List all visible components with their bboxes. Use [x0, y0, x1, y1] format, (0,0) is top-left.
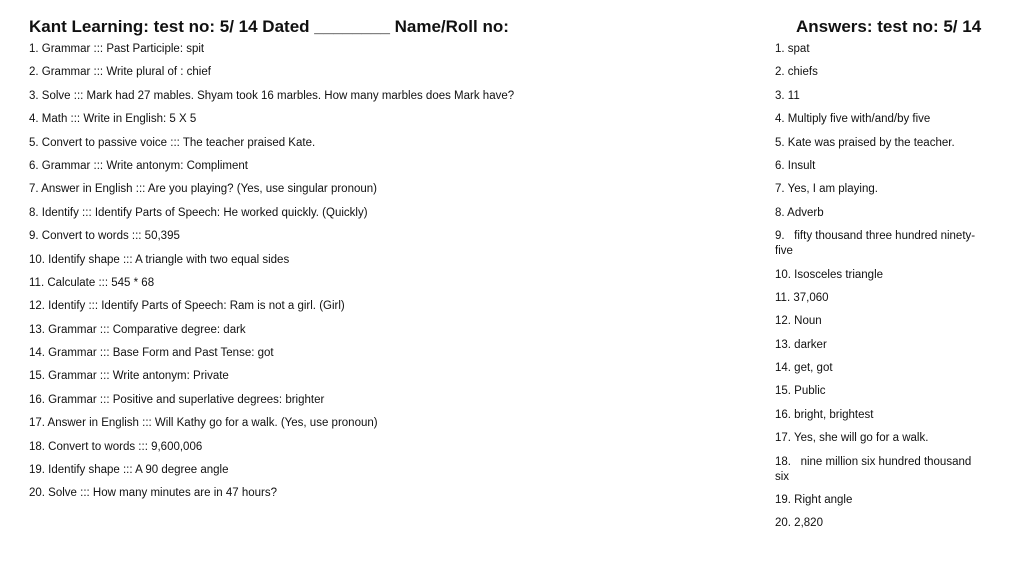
- test-title: Kant Learning: test no: 5/ 14 Dated ________ Name/Roll no:: [29, 17, 509, 36]
- answer-item: 1. spat: [775, 43, 810, 55]
- question-item: 15. Grammar ::: Write antonym: Private: [29, 370, 229, 383]
- question-list: [29, 42, 749, 510]
- question-item: 6. Grammar ::: Write antonym: Compliment: [29, 159, 248, 172]
- answer-item: 7. Yes, I am playing.: [775, 183, 878, 196]
- question-item: 14. Grammar ::: Base Form and Past Tense: got: [29, 347, 274, 360]
- answer-item: 20. 2,820: [775, 517, 823, 530]
- answer-item: 18. nine million six hundred thousand six: [775, 455, 978, 483]
- question-item: 7. Answer in English ::: Are you playing? (Yes, use singular pronoun): [29, 183, 377, 196]
- answer-item: 13. darker: [775, 338, 827, 351]
- answer-item: 5. Kate was praised by the teacher.: [775, 136, 955, 149]
- answer-item: 11. 37,060: [775, 291, 829, 304]
- answer-list: [775, 42, 985, 540]
- answer-item: 10. Isosceles triangle: [775, 268, 884, 281]
- answer-item: 3. 11: [775, 89, 800, 102]
- question-item: 12. Identify ::: Identify Parts of Speech: Ram is not a girl. (Girl): [29, 300, 345, 313]
- question-item: 8. Identify ::: Identify Parts of Speech: He worked quickly. (Quickly): [29, 206, 368, 219]
- question-item: 16. Grammar ::: Positive and superlative degrees: brighter: [29, 393, 325, 406]
- answer-item: 14. get, got: [775, 362, 833, 375]
- answer-item: 17. Yes, she will go for a walk.: [775, 432, 929, 445]
- answers-title: Answers: test no: 5/ 14: [796, 17, 982, 36]
- question-item: 10. Identify shape ::: A triangle with two equal sides: [29, 253, 290, 266]
- question-item: 1. Grammar ::: Past Participle: spit: [29, 43, 205, 55]
- question-item: 13. Grammar ::: Comparative degree: dark: [29, 323, 246, 336]
- answer-item: 8. Adverb: [775, 206, 824, 219]
- answer-item: 9. fifty thousand three hundred ninety-five: [775, 230, 976, 258]
- question-item: 17. Answer in English ::: Will Kathy go for a walk. (Yes, use pronoun): [29, 417, 378, 430]
- question-item: 2. Grammar ::: Write plural of : chief: [29, 66, 211, 79]
- question-item: 5. Convert to passive voice ::: The teacher praised Kate.: [29, 136, 316, 149]
- answer-item: 12. Noun: [775, 315, 822, 328]
- question-item: 3. Solve ::: Mark had 27 mables. Shyam took 16 marbles. How many marbles does Mark have?: [29, 89, 515, 102]
- answer-item: 16. bright, brightest: [775, 408, 874, 421]
- question-item: 9. Convert to words ::: 50,395: [29, 230, 180, 243]
- answer-item: 6. Insult: [775, 159, 816, 172]
- question-item: 18. Convert to words ::: 9,600,006: [29, 440, 203, 453]
- answer-item: 2. chiefs: [775, 66, 818, 79]
- question-item: 19. Identify shape ::: A 90 degree angle: [29, 464, 229, 477]
- question-item: 11. Calculate ::: 545 * 68: [29, 276, 155, 289]
- question-item: 20. Solve ::: How many minutes are in 47 hours?: [29, 487, 278, 500]
- answer-item: 15. Public: [775, 385, 826, 398]
- answer-item: 19. Right angle: [775, 494, 853, 507]
- question-item: 4. Math ::: Write in English: 5 X 5: [29, 113, 197, 126]
- answer-item: 4. Multiply five with/and/by five: [775, 113, 931, 126]
